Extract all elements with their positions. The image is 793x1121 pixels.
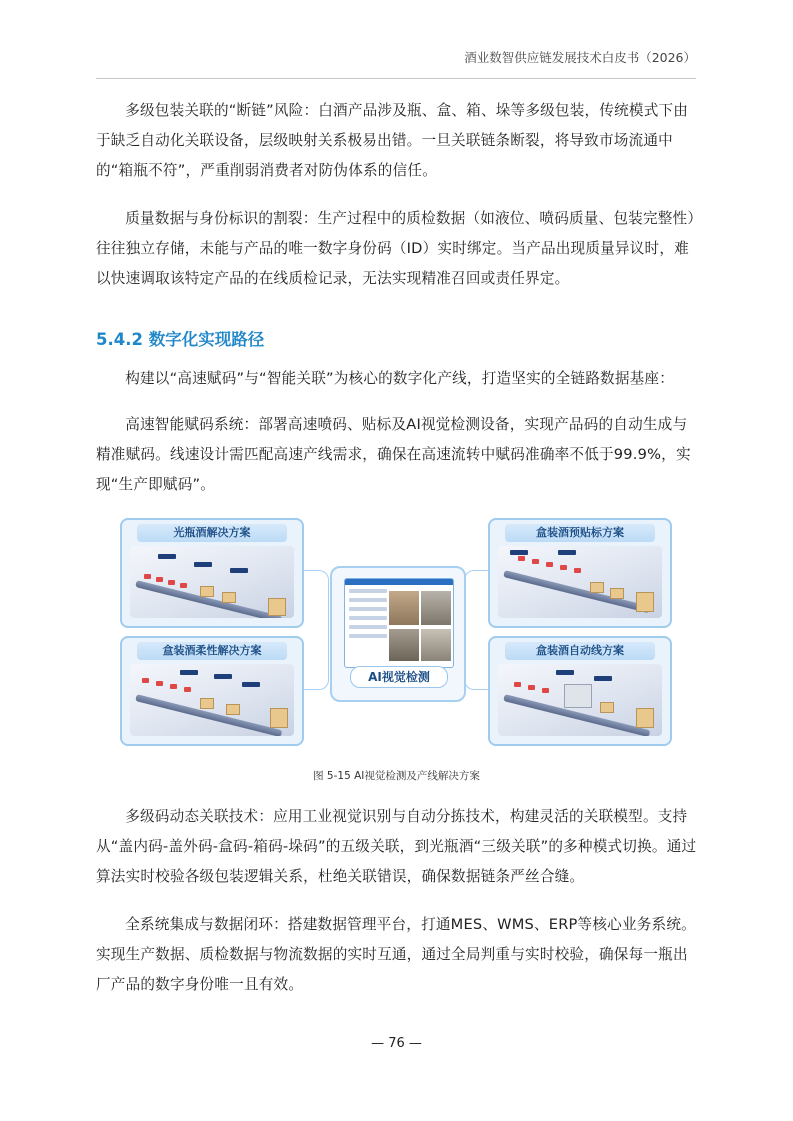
production-line-illustration	[130, 546, 294, 618]
panel-box-prelabel-solution	[488, 518, 672, 628]
panel-box-autoline-solution	[488, 636, 672, 746]
panel-title: 盒装酒柔性解决方案	[137, 642, 287, 660]
figure-caption: 图 5-15 AI视觉检测及产线解决方案	[313, 770, 480, 782]
panel-box-flexible-solution	[120, 636, 304, 746]
figure-ai-vision	[120, 518, 672, 748]
panel-bottle-solution	[120, 518, 304, 628]
production-line-illustration	[130, 664, 294, 736]
running-header: 酒业数智供应链发展技术白皮书（2026）	[464, 50, 696, 65]
panel-title: 盒装酒预贴标方案	[505, 524, 655, 542]
connector-left	[302, 570, 329, 690]
ai-vision-hub	[330, 566, 466, 702]
panel-title: 光瓶酒解决方案	[137, 524, 287, 542]
panel-title: 盒装酒自动线方案	[505, 642, 655, 660]
header-divider	[96, 78, 696, 79]
section-title: 5.4.2 数字化实现路径	[96, 330, 265, 349]
connector-right	[464, 570, 491, 690]
paragraph-quality-data: 质量数据与身份标识的割裂：生产过程中的质检数据（如液位、喷码质量、包装完整性）往往独立存储，未能与产品的唯一数字身份码（ID）实时绑定。当产品出现质量异议时，难以快速调取该特定产品的在线质检记录，无法实现精准召回或责任界定。	[96, 210, 695, 287]
production-line-illustration	[498, 664, 662, 736]
hub-label: AI视觉检测	[350, 666, 448, 688]
page-number: — 76 —	[371, 1036, 422, 1051]
inspection-screen-illustration	[344, 578, 454, 668]
paragraph-system-integration: 全系统集成与数据闭环：搭建数据管理平台，打通MES、WMS、ERP等核心业务系统。实现生产数据、质检数据与物流数据的实时互通，通过全局判重与实时校验，确保每一瓶出厂产品的数字身份唯一且有效。	[96, 916, 696, 993]
production-line-illustration	[498, 546, 662, 618]
paragraph-multilevel-linking: 多级码动态关联技术：应用工业视觉识别与自动分拣技术，构建灵活的关联模型。支持从“盖内码-盖外码-盒码-箱码-垛码”的五级关联，到光瓶酒“三级关联”的多种模式切换。通过算法实时校验各级包装逻辑关系，杜绝关联错误，确保数据链条严丝合缝。	[96, 808, 697, 885]
paragraph-coding-system: 高速智能赋码系统：部署高速喷码、贴标及AI视觉检测设备，实现产品码的自动生成与精准赋码。线速设计需匹配高速产线需求，确保在高速流转中赋码准确率不低于99.9%，实现“生产即赋码”。	[96, 416, 691, 493]
paragraph-intro: 构建以“高速赋码”与“智能关联”为核心的数字化产线，打造坚实的全链路数据基座：	[125, 370, 675, 387]
paragraph-packaging-risk: 多级包装关联的“断链”风险：白酒产品涉及瓶、盒、箱、垛等多级包装，传统模式下由于缺乏自动化关联设备，层级映射关系极易出错。一旦关联链条断裂，将导致市场流通中的“箱瓶不符”，严重削弱消费者对防伪体系的信任。	[96, 102, 689, 179]
